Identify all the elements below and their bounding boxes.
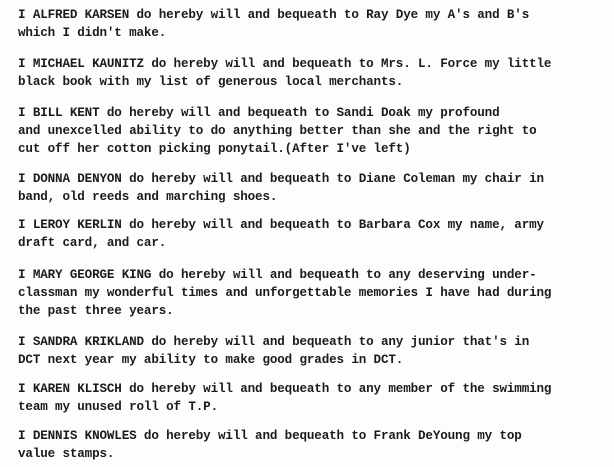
will-entry-michael-kaunitz bbox=[18, 55, 608, 91]
entry-line: value stamps. bbox=[18, 447, 115, 461]
will-entry-leroy-kerlin bbox=[18, 216, 608, 252]
will-entry-mary-george-king bbox=[18, 266, 608, 320]
will-entry-donna-denyon bbox=[18, 170, 608, 206]
entry-line: and unexcelled ability to do anything better than she and the right to bbox=[18, 124, 537, 138]
entry-line: I DENNIS KNOWLES do hereby will and bequeath to Frank DeYoung my top bbox=[18, 429, 522, 443]
entry-line: team my unused roll of T.P. bbox=[18, 400, 219, 414]
entry-line: classman my wonderful times and unforgettable memories I have had during bbox=[18, 286, 552, 300]
entry-line: I ALFRED KARSEN do hereby will and bequeath to Ray Dye my A's and B's bbox=[18, 8, 530, 22]
will-entry-dennis-knowles bbox=[18, 427, 608, 463]
entry-line: I BILL KENT do hereby will and bequeath to Sandi Doak my profound bbox=[18, 106, 500, 120]
will-entry-alfred-karsen bbox=[18, 6, 608, 42]
entry-line: black book with my list of generous local merchants. bbox=[18, 75, 404, 89]
entry-line: I LEROY KERLIN do hereby will and bequeath to Barbara Cox my name, army bbox=[18, 218, 544, 232]
entry-line: I MARY GEORGE KING do hereby will and bequeath to any deserving under- bbox=[18, 268, 537, 282]
entry-line: I DONNA DENYON do hereby will and bequeath to Diane Coleman my chair in bbox=[18, 172, 544, 186]
will-entry-bill-kent bbox=[18, 104, 608, 158]
entry-line: I SANDRA KRIKLAND do hereby will and bequeath to any junior that's in bbox=[18, 335, 530, 349]
entry-line: DCT next year my ability to make good grades in DCT. bbox=[18, 353, 404, 367]
entry-line: draft card, and car. bbox=[18, 236, 167, 250]
entry-line: cut off her cotton picking ponytail.(After I've left) bbox=[18, 142, 411, 156]
entry-line: the past three years. bbox=[18, 304, 174, 318]
entry-line: I MICHAEL KAUNITZ do hereby will and bequeath to Mrs. L. Force my little bbox=[18, 57, 552, 71]
entry-line: I KAREN KLISCH do hereby will and bequeath to any member of the swimming bbox=[18, 382, 552, 396]
will-entry-karen-klisch bbox=[18, 380, 608, 416]
will-entry-sandra-krikland bbox=[18, 333, 608, 369]
entry-line: band, old reeds and marching shoes. bbox=[18, 190, 278, 204]
entry-line: which I didn't make. bbox=[18, 26, 167, 40]
